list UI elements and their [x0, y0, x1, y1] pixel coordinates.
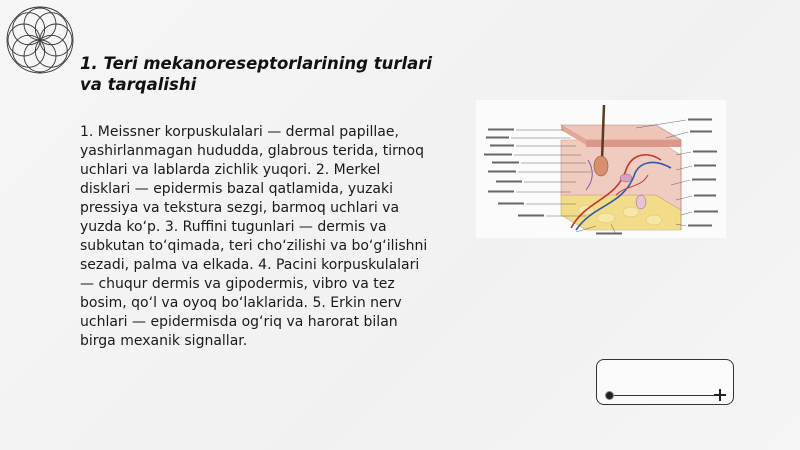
media-progress-track[interactable] [609, 395, 721, 396]
slide-body-text: 1. Meissner korpuskulalari — dermal papillae, yashirlanmagan hududda, glabrous terida, tirnoq uchlari va lablarda zichlik yuqori. 2. Merkel disklari — epidermis bazal qatlamida, yuzaki pressiya va tekstura sezgi, barmoq uchlari va yuzda ko‘p. 3. Ruffini tugunlari — dermis va subkutan to‘qimada, teri cho‘zilishi va bo‘g‘ilishni sezadi, palma va elkada. 4. Pacini korpuskulalari — chuqur dermis va gipodermis, vibro va tez bosim, qo‘l va oyoq bo‘laklarida. 5. Erkin nerv uchlari — epidermisda og‘riq va harorat bilan birga mexanik signallar. [80, 124, 428, 349]
geometric-circle-logo-icon [4, 4, 76, 76]
media-expand-icon[interactable] [714, 389, 726, 401]
skin-cross-section-diagram-icon [476, 100, 726, 238]
skin-diagram-figure [476, 100, 726, 238]
media-progress-handle[interactable] [605, 391, 614, 400]
media-player[interactable] [596, 359, 734, 405]
slide-title: 1. Teri mekanoreseptorlarining turlari va tarqalishi [80, 54, 433, 94]
